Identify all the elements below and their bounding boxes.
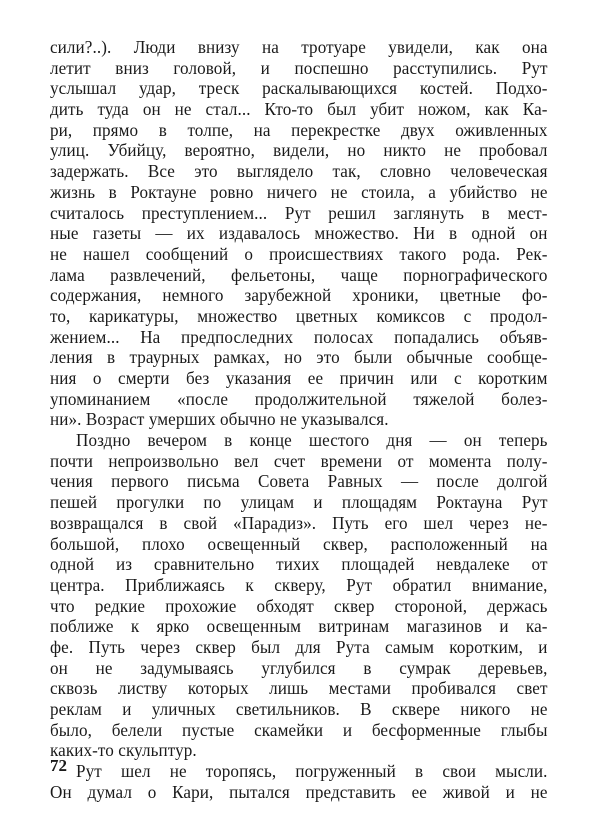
text-line: ни». Возраст умерших обычно не указывался. — [50, 409, 389, 430]
text-line: то, карикатуры, множество цветных комиксов с продол- — [50, 305, 548, 326]
text-line: задержать. Все это выглядело так, словно человеческая — [50, 161, 548, 182]
text-line: почти непроизвольно вел счет времени от момента полу- — [50, 450, 548, 471]
text-line: считалось преступлением... Рут решил заглянуть в мест- — [50, 202, 548, 223]
text-line: поближе к ярко освещенным витринам магазинов и ка- — [50, 616, 548, 637]
text-line: жением... На предпоследних полосах попадались объяв- — [50, 326, 548, 347]
text-line: сили?..). Люди внизу на тротуаре увидели, как она — [50, 37, 548, 57]
text-line: ния о смерти без указания ее причин или с коротким — [50, 368, 548, 388]
text-line: каких-то скульптур. — [50, 740, 197, 761]
paragraph-3 — [50, 761, 548, 802]
text-line: Он думал о Кари, пытался представить ее живой и не — [50, 781, 548, 802]
text-line: было, белели пустые скамейки и бесформенные глыбы — [50, 719, 548, 740]
text-line: пешей прогулки по улицам и площадям Роктауна Рут — [50, 492, 548, 513]
paragraph-2 — [50, 430, 548, 761]
text-line: ные газеты — их издавалось множество. Ни в одной он — [50, 223, 548, 244]
text-line: большой, плохо освещенный сквер, расположенный на — [50, 533, 548, 554]
paragraph-1 — [50, 37, 548, 430]
text-line: ления в траурных рамках, но это были обычные сообще- — [50, 347, 548, 368]
text-line: упоминанием «после продолжительной тяжелой болез- — [50, 388, 548, 409]
text-line: что редкие прохожие обходят сквер стороной, держась — [50, 595, 548, 616]
text-line: содержания, немного зарубежной хроники, цветные фо- — [50, 285, 548, 306]
page-number: 72 — [50, 756, 67, 775]
page-text — [50, 37, 548, 802]
text-line: дить туда он не стал... Кто-то был убит ножом, как Ка- — [50, 99, 548, 120]
text-line: услышал удар, треск раскалывающихся костей. Подхо- — [50, 78, 548, 99]
text-line: он не задумываясь углубился в сумрак деревьев, — [50, 657, 548, 678]
text-line: жизнь в Роктауне ровно ничего не стоила, а убийство не — [50, 181, 548, 202]
text-line: улиц. Убийцу, вероятно, видели, но никто не пробовал — [50, 140, 548, 161]
text-line: не нашел сообщений о происшествиях такого рода. Рек- — [50, 243, 548, 264]
text-line: Рут шел не торопясь, погруженный в свои мысли. — [76, 761, 548, 782]
text-line: центра. Приближаясь к скверу, Рут обратил внимание, — [50, 574, 548, 595]
text-line: ри, прямо в толпе, на перекрестке двух оживленных — [50, 119, 548, 140]
text-line: возвращался в свой «Парадиз». Путь его шел через не- — [50, 512, 548, 533]
text-line: реклам и уличных светильников. В сквере никого не — [50, 699, 548, 719]
text-line: Поздно вечером в конце шестого дня — он теперь — [76, 430, 548, 451]
text-line: сквозь листву которых лишь местами пробивался свет — [50, 678, 548, 699]
text-line: фе. Путь через сквер был для Рута самым коротким, и — [50, 636, 548, 657]
text-line: летит вниз головой, и поспешно расступились. Рут — [50, 57, 548, 78]
text-line: лама развлечений, фельетоны, чаще порнографического — [50, 264, 548, 285]
text-line: одной из сравнительно тихих площадей невдалеке от — [50, 554, 548, 575]
text-line: чения первого письма Совета Равных — после долгой — [50, 471, 548, 492]
